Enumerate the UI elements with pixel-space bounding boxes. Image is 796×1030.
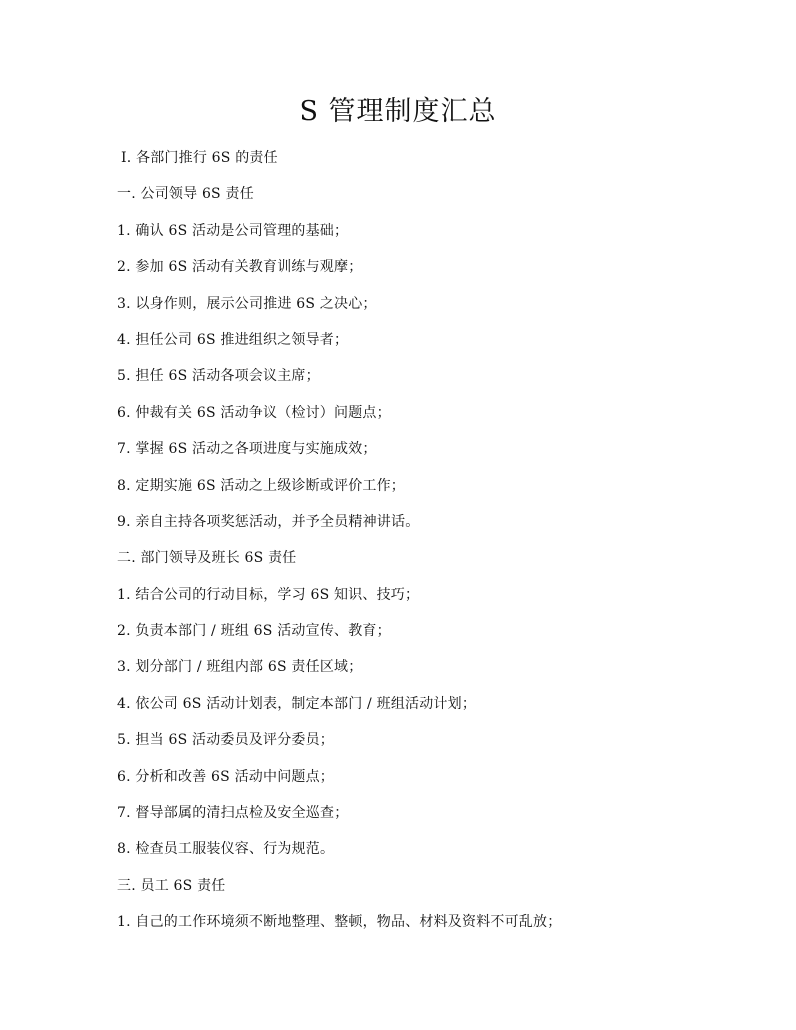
list-item: 3. 划分部门 / 班组内部 6S 责任区域； (117, 659, 363, 676)
subsection-heading: 二. 部门领导及班长 6S 责任 (117, 550, 297, 567)
list-item: 1. 结合公司的行动目标，学习 6S 知识、技巧； (117, 586, 420, 603)
subsection-heading: 三. 员工 6S 责任 (117, 877, 226, 894)
document-body (117, 146, 737, 947)
list-item: 7. 督导部属的清扫点检及安全巡查； (117, 805, 349, 822)
list-item: 6. 仲裁有关 6S 活动争议（检讨）问题点； (117, 404, 391, 421)
list-item: 6. 分析和改善 6S 活动中问题点； (117, 768, 335, 785)
list-item: 5. 担任 6S 活动各项会议主席； (117, 368, 320, 385)
list-item: 9. 亲自主持各项奖惩活动，并予全员精神讲话。 (117, 513, 420, 530)
list-item: 8. 定期实施 6S 活动之上级诊断或评价工作； (117, 477, 406, 494)
list-item: 1. 确认 6S 活动是公司管理的基础； (117, 222, 349, 239)
list-item: 7. 掌握 6S 活动之各项进度与实施成效； (117, 441, 377, 458)
list-item: 2. 负责本部门 / 班组 6S 活动宣传、教育； (117, 623, 391, 640)
list-item: 4. 担任公司 6S 推进组织之领导者； (117, 331, 349, 348)
list-item: 2. 参加 6S 活动有关教育训练与观摩； (117, 259, 363, 276)
list-item: 4. 依公司 6S 活动计划表，制定本部门 / 班组活动计划； (117, 695, 477, 712)
list-item: 8. 检查员工服装仪容、行为规范。 (117, 841, 335, 858)
section-heading: Ⅰ. 各部门推行 6S 的责任 (121, 150, 278, 166)
list-item: 1. 自己的工作环境须不断地整理、整顿，物品、材料及资料不可乱放； (117, 914, 562, 931)
subsection-heading: 一. 公司领导 6S 责任 (117, 186, 254, 203)
list-item: 3. 以身作则，展示公司推进 6S 之决心； (117, 295, 377, 312)
list-item: 5. 担当 6S 活动委员及评分委员； (117, 732, 335, 749)
document-title: S 管理制度汇总 (299, 96, 497, 127)
